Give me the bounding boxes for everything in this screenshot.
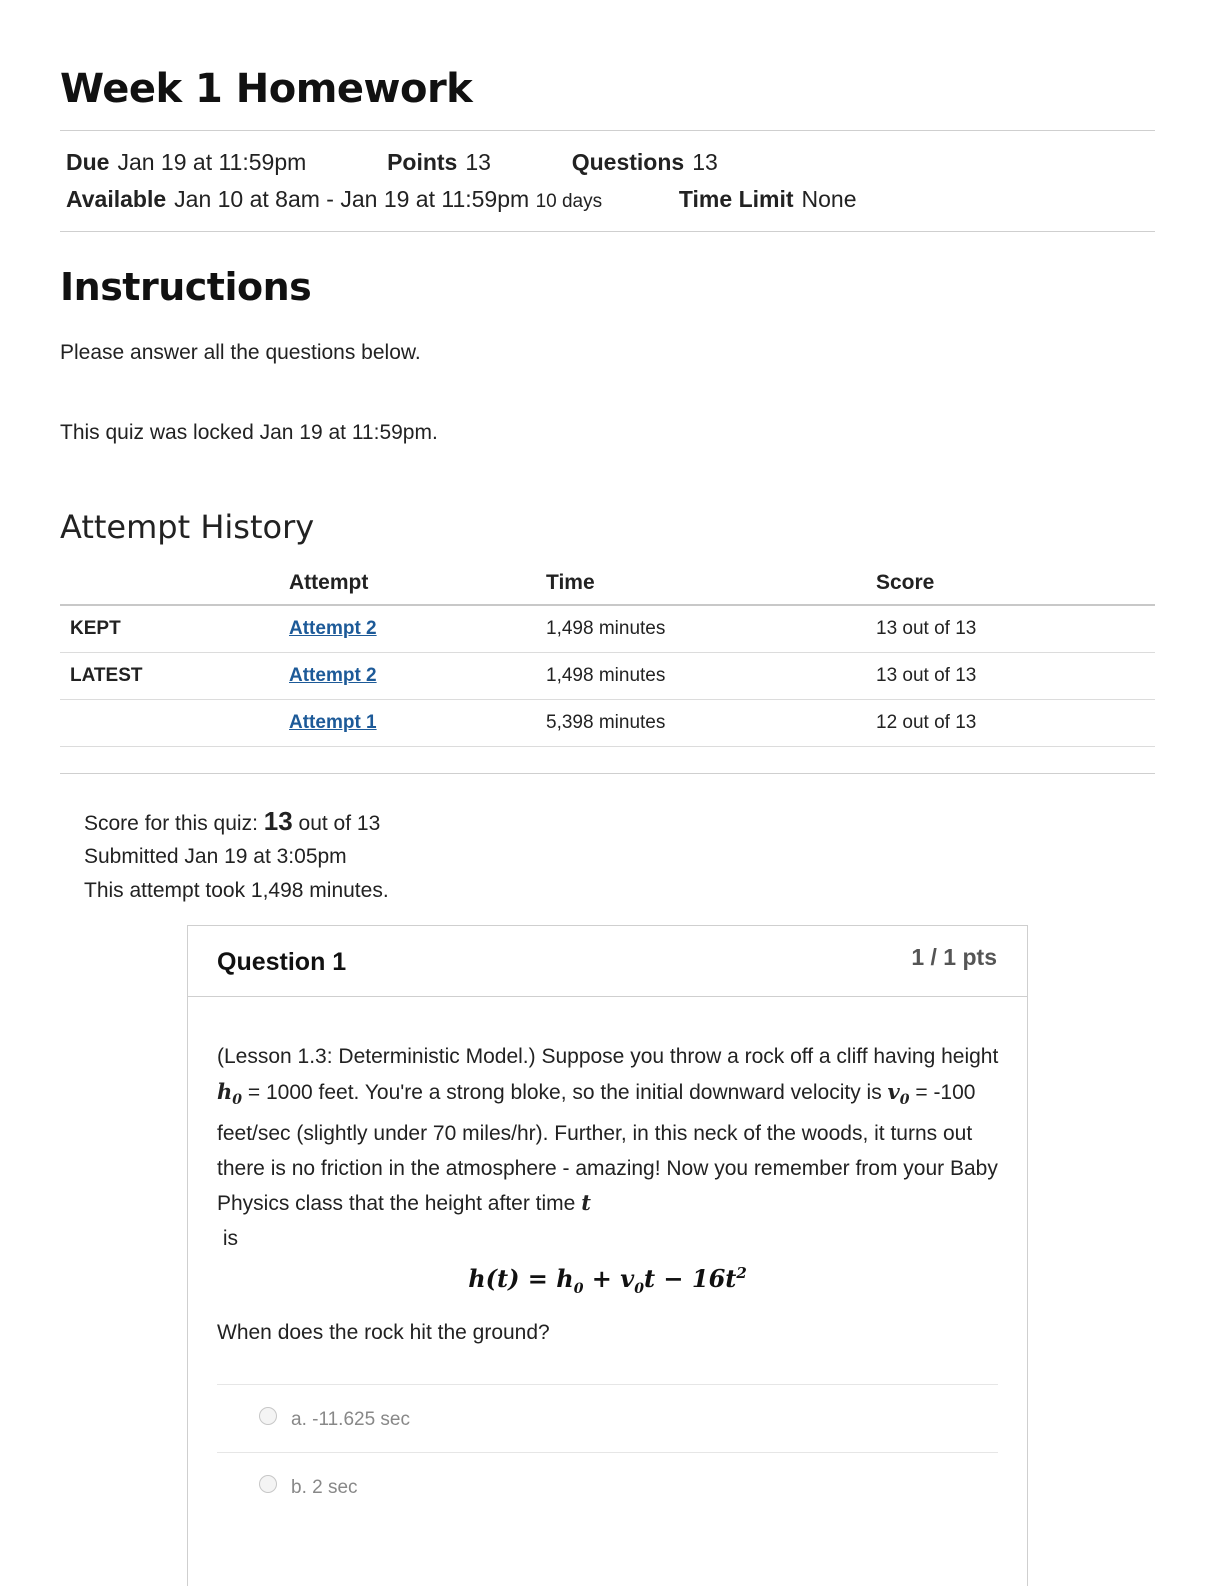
attempt-link[interactable]: Attempt 2 — [289, 665, 377, 686]
math-v0: $v_0$ — [887, 1078, 910, 1108]
attempt-time: 5,398 minutes — [546, 700, 876, 747]
column-header — [60, 562, 289, 605]
score-label: Score for this quiz: — [84, 812, 258, 835]
score-total: out of 13 — [298, 812, 381, 835]
due-value: Jan 19 at 11:59pm — [117, 149, 307, 175]
attempt-score: 12 out of 13 — [876, 700, 1155, 747]
attempt-score: 13 out of 13 — [876, 605, 1155, 653]
question-points: 1 / 1 pts — [911, 944, 997, 970]
submitted-time: Submitted Jan 19 at 3:05pm — [84, 845, 347, 868]
height-formula: $h(t) = h_0 + v_0t - 16t^2$ — [468, 1264, 747, 1297]
question-text-part: = 1000 feet. You're a strong bloke, so the initial downward velocity is — [247, 1080, 882, 1104]
questions-label: Questions — [571, 149, 685, 175]
math-t: t — [581, 1190, 591, 1216]
column-header: Time — [546, 562, 876, 605]
attempt-link[interactable]: Attempt 1 — [289, 712, 377, 733]
attempt-history-table — [60, 562, 1155, 747]
question-title: Question 1 — [217, 948, 347, 976]
table-row — [60, 605, 1155, 653]
quiz-meta-row-2 — [66, 186, 857, 213]
available-value: Jan 10 at 8am - Jan 19 at 11:59pm — [174, 186, 530, 212]
answer-label: a. -11.625 sec — [291, 1409, 411, 1430]
question-prompt: When does the rock hit the ground? — [217, 1321, 550, 1344]
attempt-flag: LATEST — [60, 653, 289, 700]
radio-button[interactable] — [259, 1475, 277, 1493]
attempt-time: 1,498 minutes — [546, 653, 876, 700]
attempt-flag: KEPT — [60, 605, 289, 653]
answer-option[interactable] — [259, 1409, 410, 1431]
attempt-history-heading: Attempt History — [60, 508, 315, 546]
table-row — [60, 700, 1155, 747]
divider — [60, 773, 1155, 774]
divider — [60, 231, 1155, 232]
attempt-flag — [60, 700, 289, 747]
available-days: 10 days — [535, 191, 603, 212]
question-card — [187, 925, 1028, 1586]
time-limit-value: None — [801, 186, 857, 212]
points-value: 13 — [465, 149, 491, 175]
column-header: Score — [876, 562, 1155, 605]
math-h0: $h_0$ — [217, 1078, 243, 1108]
attempt-time: 1,498 minutes — [546, 605, 876, 653]
answer-divider — [217, 1384, 998, 1385]
question-text-part: (Lesson 1.3: Deterministic Model.) Suppose you throw a rock off a cliff having height — [217, 1045, 999, 1068]
instructions-text: Please answer all the questions below. — [60, 341, 421, 364]
locked-notice: This quiz was locked Jan 19 at 11:59pm. — [60, 421, 438, 444]
answer-option[interactable] — [259, 1477, 358, 1499]
instructions-heading: Instructions — [60, 265, 312, 309]
answer-label: b. 2 sec — [291, 1477, 358, 1498]
due-label: Due — [66, 149, 110, 175]
time-limit-label: Time Limit — [678, 186, 794, 212]
score-value: 13 — [263, 806, 293, 836]
attempt-link[interactable]: Attempt 2 — [289, 618, 377, 639]
available-label: Available — [66, 186, 167, 212]
radio-button[interactable] — [259, 1407, 277, 1425]
table-row — [60, 653, 1155, 700]
question-text-part: is — [222, 1226, 239, 1250]
column-header: Attempt — [289, 562, 546, 605]
quiz-score-summary — [84, 806, 380, 837]
quiz-meta-row-1 — [66, 149, 718, 176]
points-label: Points — [387, 149, 458, 175]
attempt-duration: This attempt took 1,498 minutes. — [84, 879, 389, 902]
answer-divider — [217, 1452, 998, 1453]
table-header-row — [60, 562, 1155, 605]
attempt-score: 13 out of 13 — [876, 653, 1155, 700]
divider — [60, 130, 1155, 131]
question-text — [217, 1040, 1007, 1256]
question-header — [188, 926, 1027, 997]
page-title: Week 1 Homework — [60, 66, 473, 112]
question-text-part: = -100 feet/sec (slightly under 70 miles/hr). Further, in this neck of the woods, it turns out there is no friction in the atmosphere - amazing! Now you remember from your Baby Physics class that the height after time — [217, 1080, 998, 1216]
questions-value: 13 — [692, 149, 718, 175]
